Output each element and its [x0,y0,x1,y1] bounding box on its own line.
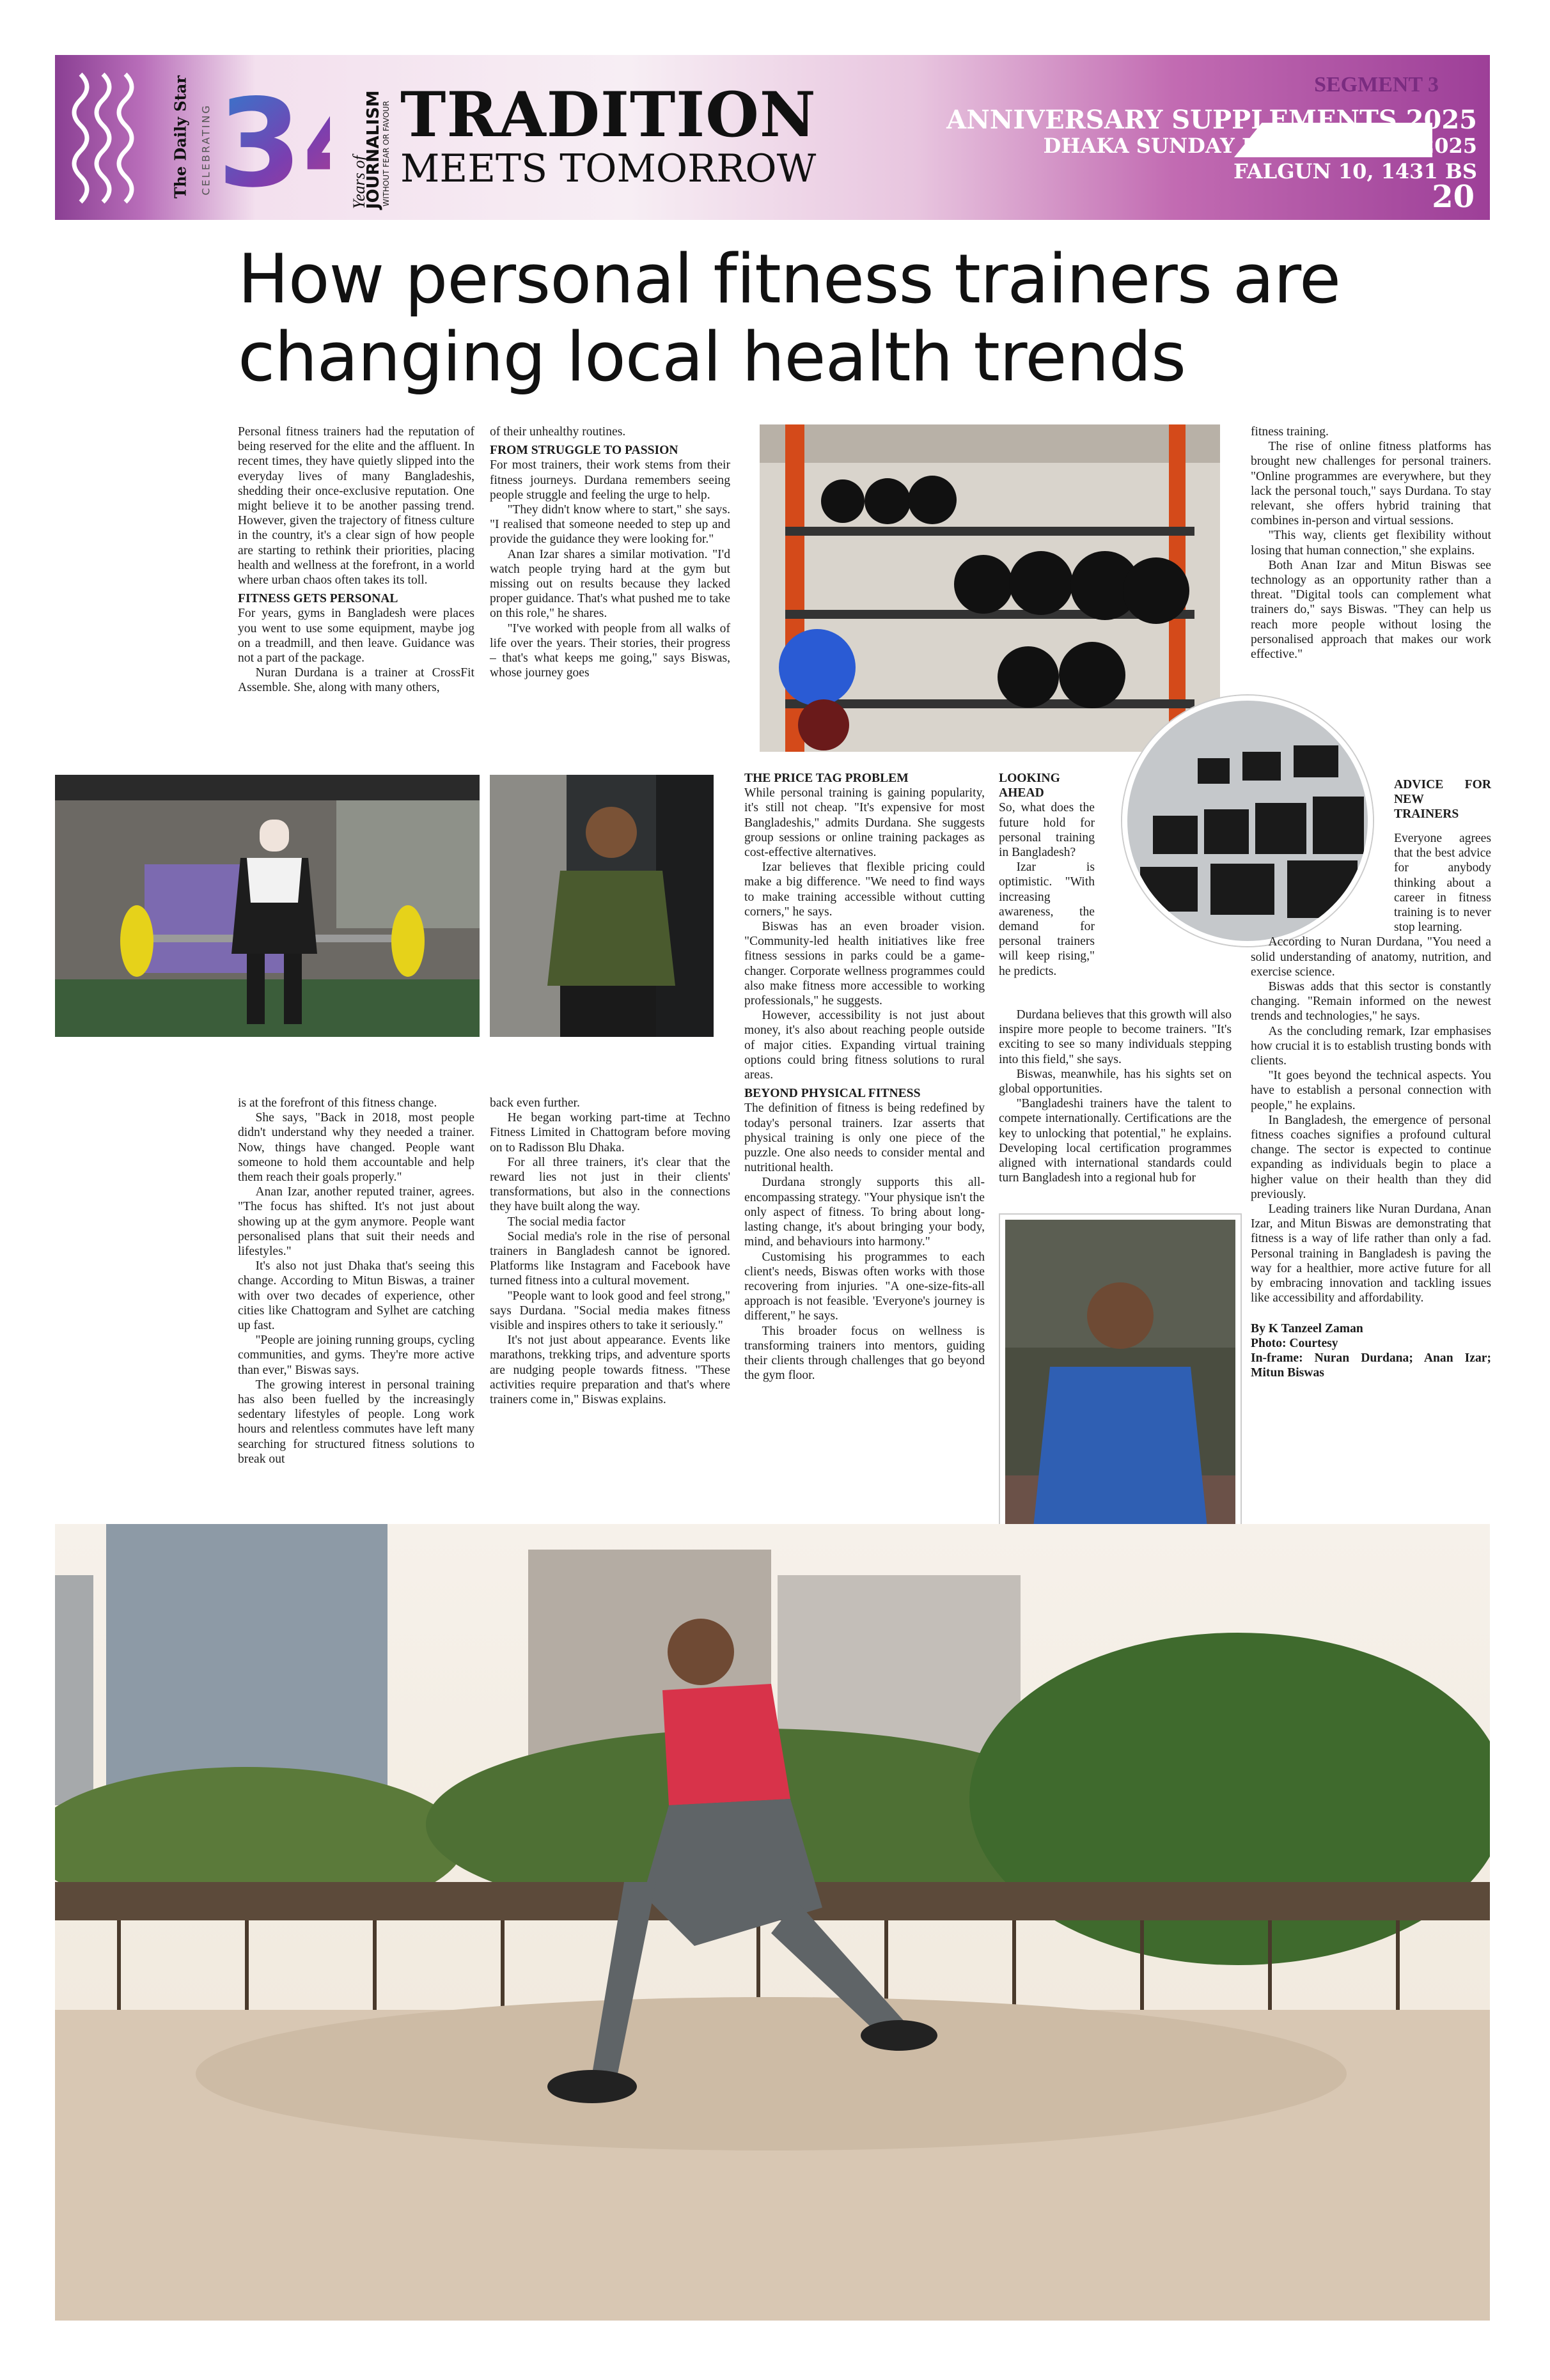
paragraph: While personal training is gaining popularity, it's still not cheap. "It's expensive for most Bangladeshis," admits Durdana. She suggests group sessions or online training packages as cost-effective alternatives. [744,786,985,860]
subhead-beyond: BEYOND PHYSICAL FITNESS [744,1087,921,1101]
subhead-looking-ahead: LOOKING AHEAD [999,772,1060,800]
kettlebell-rack-photo [760,424,1220,752]
paragraph: For most trainers, their work stems from their fitness journeys. Durdana remembers seeing people struggle and feeling the urge to help. [490,458,730,502]
paragraph: The rise of online fitness platforms has brought new challenges for personal trainers. "Online programmes are everywhere, but they lack the personal touch," says Durdana. To stay relevant, she offers hybrid training that combines in-person and virtual sessions. [1251,440,1491,528]
paragraph: So, what does the future hold for personal training in Bangladesh? [999,801,1095,860]
paragraph: Durdana believes that this growth will also inspire more people to become trainers. "It's exciting to see so many individuals stepping into this field," she says. [999,1008,1232,1066]
paragraph: As the concluding remark, Izar emphasises how crucial it is to establish trusting bonds with clients. [1251,1024,1491,1068]
masthead-vertical [151,75,212,202]
paragraph: "Bangladeshi trainers have the talent to compete internationally. Certifications are the key to unlocking that potential," he explains. Developing local certification programmes aligned with international standards could turn Bangladesh into a regional hub for [999,1097,1232,1185]
paragraph: Social media's role in the rise of personal trainers in Bangladesh cannot be ignored. Platforms like Instagram and Facebook have turned fitness into a cultural movement. [490,1229,730,1288]
paragraph: It's also not just Dhaka that's seeing this change. According to Mitun Biswas, a trainer with over two decades of experience, other cities like Chattogram and Sylhet are catching up fast. [238,1259,474,1333]
column-4-bottom [999,1007,1232,1185]
paragraph: It's not just about appearance. Events like marathons, trekking trips, and adventure sports are nudging people towards fitness. "These activities require preparation and that's where trainers come in," Biswas explains. [490,1334,730,1407]
subhead-fitness-personal: FITNESS GETS PERSONAL [238,592,398,606]
paragraph: Nuran Durdana is a trainer at CrossFit Assemble. She, along with many others, [238,666,474,695]
section-title: TRADITION [400,79,817,151]
paragraph: The social media factor [507,1215,625,1229]
paragraph: Durdana strongly supports this all-encompassing strategy. "Your physique isn't the only aspect of fitness. To bring about long-lasting change, it's about bringing your body, mind, and behaviours into harmony." [744,1176,985,1249]
paragraph: fitness training. [1251,425,1329,439]
column-1-bottom [238,1096,474,1466]
subhead-struggle: FROM STRUGGLE TO PASSION [490,444,678,458]
supplement-label: ANNIVERSARY SUPPLEMENTS 2025 [946,105,1477,135]
inframe-credit: In-frame: Nuran Durdana; Anan Izar; Mitun Biswas [1251,1351,1491,1380]
paragraph: Both Anan Izar and Mitun Biswas see technology as an opportunity rather than a threat. "Digital tools can complement what trainers do," says Biswas. "They can help us reach more people without losing the personalised approach that makes our work effective." [1251,558,1491,662]
paragraph: "They didn't know where to start," she says. "I realised that someone needed to step up and provide the guidance they were looking for." [490,503,730,547]
subhead-price: THE PRICE TAG PROBLEM [744,772,909,785]
paragraph: This broader focus on wellness is transforming trainers into mentors, guiding their clients through challenges that go beyond the gym floor. [744,1324,985,1383]
years-of-journalism [331,79,391,209]
paragraph: Anan Izar, another reputed trainer, agrees. "The focus has shifted. It's not just about showing up at the gym anymore. People want personalised plans that suit their needs and lifestyles." [238,1185,474,1259]
header-banner [55,55,1490,220]
paragraph: Izar is optimistic. "With increasing awareness, the demand for personal trainers will keep rising," he predicts. [999,860,1095,978]
paragraph: Izar believes that flexible pricing could make a big difference. "We need to find ways to make training accessible without cutting corners," he says. [744,860,985,919]
paragraph: Everyone agrees that the best advice for anybody thinking about a career in fitness training is to never stop learning. [1394,832,1491,935]
column-4-top [999,771,1095,979]
paragraph: back even further. [490,1096,580,1110]
anan-izar-photo [490,775,714,1037]
paragraph: "People want to look good and feel strong," says Durdana. "Social media makes fitness visible and inspires others to take it seriously." [490,1289,730,1333]
page-number: 20 [1432,179,1475,215]
byline: By K Tanzeel Zaman [1251,1321,1363,1335]
column-5-top [1251,424,1491,662]
column-2-bottom [490,1096,730,1407]
dateline: DHAKA SUNDAY FEBRUARY 23, 2025 [1043,134,1477,158]
article-headline: How personal fitness trainers are changing local health trends [238,240,1341,396]
subhead-advice: ADVICE FOR NEW TRAINERS [1394,778,1491,821]
logo-number-text: 3 [217,73,302,201]
paragraph: is at the forefront of this fitness change. [238,1096,437,1110]
segment-label: SEGMENT 3 [1314,73,1439,97]
paragraph: Leading trainers like Nuran Durdana, Anan Izar, and Mitun Biswas are demonstrating that fitness is a way of life rather than only a fad. Personal training in Bangladesh is paving the way for a healthier, more active future for all by embracing innovation and tackling issues like accessibility and affordability. [1251,1202,1491,1305]
bengali-date: FALGUN 10, 1431 BS [1233,159,1477,183]
paragraph: Biswas, meanwhile, has his sights set on global opportunities. [999,1067,1232,1096]
masthead-logo: The Daily Star [171,75,190,199]
paragraph: He began working part-time at Techno Fitness Limited in Chattogram before moving on to Radisson Blu Dhaka. [490,1111,730,1155]
anniversary-logo [215,73,330,201]
photo-credit: Photo: Courtesy [1251,1336,1338,1350]
tagline-label: WITHOUT FEAR OR FAVOUR [382,100,391,206]
column-1-top [238,424,474,696]
paragraph: "It goes beyond the technical aspects. You have to establish a personal connection with people," he explains. [1251,1069,1491,1112]
paragraph: The definition of fitness is being redefined by today's personal trainers. Izar asserts that physical training is only one piece of the puzzle. One also needs to consider mental and nutritional health. [744,1101,985,1175]
years-of-label: Years of [350,155,368,209]
paragraph: Personal fitness trainers had the reputation of being reserved for the elite and the affluent. In recent times, they have quietly slipped into the everyday lives of many Bangladeshis, shedding their once-exclusive reputation. One might believe it to be another passing trend. However, given the trajectory of fitness culture in the country, it's a clear sign of how people are starting to rethink their priorities, placing health and wellness at the forefront, in a world where urban chaos often takes its toll. [238,425,474,587]
paragraph: She says, "Back in 2018, most people didn't understand why they needed a trainer. Now, things have changed. People want someone to hold them accountable and help them reach their goals properly." [238,1111,474,1185]
column-5-bottom [1251,831,1491,1380]
paragraph: The growing interest in personal training has also been fuelled by the increasingly sedentary lifestyles of people. Long work hours and relentless commutes have left many searching for structured fitness solutions to break out [238,1378,474,1466]
paragraph: For years, gyms in Bangladesh were places you went to use some equipment, maybe jog on a treadmill, and then leave. Guidance was not a part of the package. [238,607,474,665]
section-subtitle: MEETS TOMORROW [400,146,817,191]
paragraph: Biswas adds that this sector is constantly changing. "Remain informed on the newest trends and technologies," he says. [1251,980,1491,1023]
paragraph: However, accessibility is not just about money, it's also about reaching people outside of major cities. Expanding virtual training options could bring fitness solutions to rural areas. [744,1009,985,1082]
paragraph: In Bangladesh, the emergence of personal fitness coaches signifies a profound cultural change. The sector is expected to continue expanding as individuals begin to place a higher value on their health than they did previously. [1251,1113,1491,1201]
paragraph: "I've worked with people from all walks of life over the years. Their stories, their progress – that's what keeps me going," says Biswas, whose journey goes [490,621,730,680]
paragraph: of their unhealthy routines. [490,425,626,439]
paragraph: According to Nuran Durdana, "You need a solid understanding of anatomy, nutrition, and exercise science. [1251,935,1491,979]
wave-pattern-icon [68,68,145,208]
journalism-label: JOURNALISM [364,90,383,209]
runner-photo [55,1524,1490,2321]
column-2-top [490,424,730,680]
paragraph: "This way, clients get flexibility without losing that human connection," she explains. [1251,529,1491,557]
paragraph: Biswas has an even broader vision. "Community-led health initiatives like free fitness sessions in parks could be a game-changer. Corporate wellness programmes could also make fitness more accessible to working professionals," he suggests. [744,920,985,1008]
column-5-advice [1394,777,1491,822]
column-3 [744,771,985,1383]
paragraph: Customising his programmes to each client's needs, Biswas often works with those recovering from injuries. "A one-size-fits-all approach is not feasible. 'Everyone's journey is different," he says. [744,1250,985,1323]
paragraph: For all three trainers, it's clear that the reward lies not just in their clients' transformations, but also in the connections they have built along the way. [490,1155,730,1214]
celebrating-label: CELEBRATING [200,104,212,196]
nuran-durdana-photo [55,775,480,1037]
paragraph: "People are joining running groups, cycling communities, and gyms. They're more active than ever," Biswas says. [238,1334,474,1377]
paragraph: Anan Izar shares a similar motivation. "I'd watch people trying hard at the gym but missing out on results because they lacked proper guidance. That's what pushed me to take on this role," he shares. [490,547,730,621]
anniversary-number-graphic [215,73,330,201]
